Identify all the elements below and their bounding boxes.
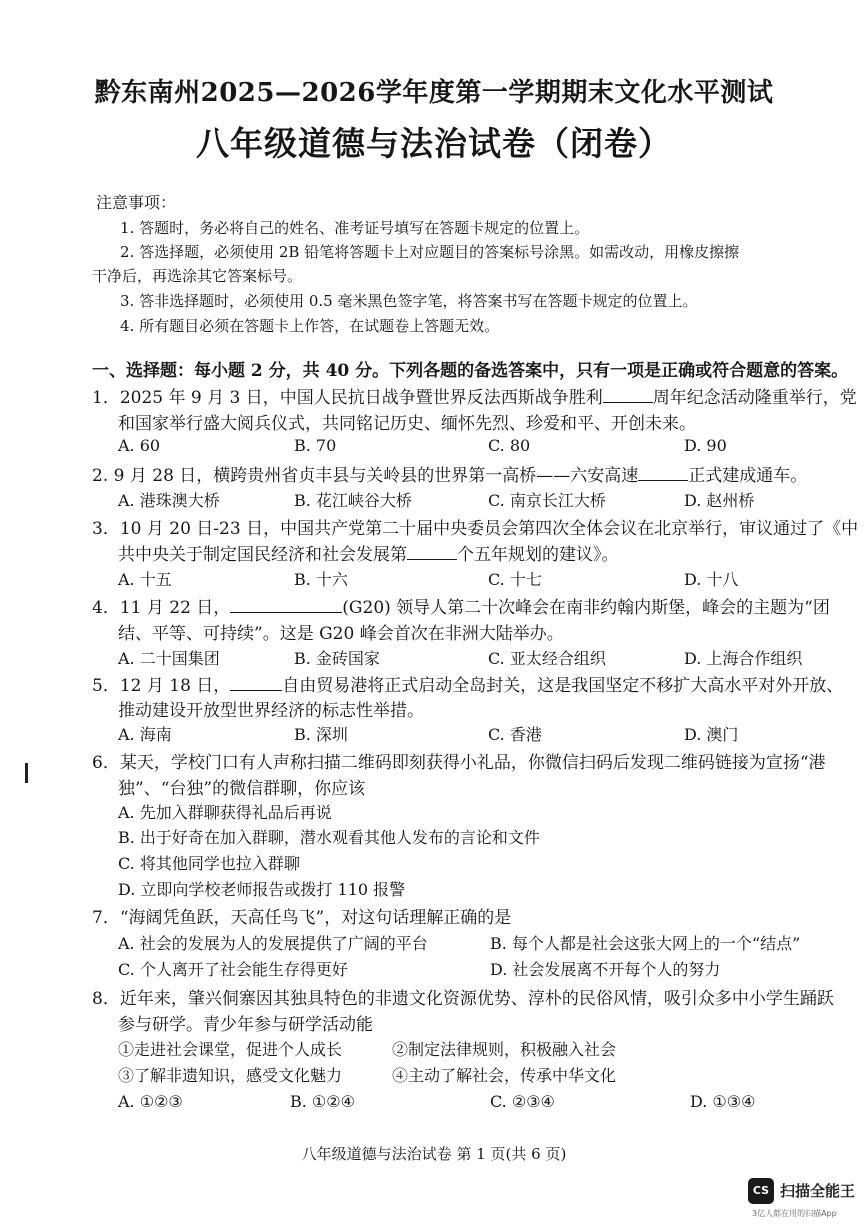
- watermark-tagline: 3亿人都在用的扫描App: [752, 1209, 837, 1218]
- question-5-option-c: C. 香港: [488, 725, 542, 744]
- answer-blank: [603, 388, 653, 403]
- section-heading: 一、选择题：每小题 2 分，共 40 分。下列各题的备选答案中，只有一项是正确或符合题意的答案。: [92, 361, 849, 381]
- question-4-stem-cont: 结、平等、可持续”。这是 G20 峰会首次在非洲大陆举办。: [118, 624, 564, 644]
- question-3-stem: 3．10 月 20 日-23 日，中国共产党第二十届中央委员会第四次全体会议在北京举行，审议通过了《中: [92, 519, 859, 539]
- answer-blank: [230, 598, 342, 613]
- question-4-option-a: A. 二十国集团: [118, 649, 220, 668]
- question-8-statement-4: ④主动了解社会，传承中华文化: [392, 1066, 617, 1085]
- question-3-option-b: B. 十六: [294, 570, 348, 589]
- question-8-option-a: A. ①②③: [118, 1092, 183, 1111]
- question-7-option-c: C. 个人离开了社会能生存得更好: [118, 960, 348, 979]
- question-7-option-d: D. 社会发展离不开每个人的努力: [490, 960, 721, 979]
- question-1-stem: 1．2025 年 9 月 3 日，中国人民抗日战争暨世界反法西斯战争胜利 周年纪念活动隆重举行，党: [92, 388, 857, 408]
- question-8-statement-1: ①走进社会课堂，促进个人成长: [118, 1040, 343, 1059]
- question-4-option-c: C. 亚太经合组织: [488, 649, 606, 668]
- question-8-statement-2: ②制定法律规则，积极融入社会: [392, 1040, 617, 1059]
- exam-title-line1: 黔东南州2025—2026学年度第一学期期末文化水平测试: [94, 78, 774, 108]
- question-8-option-c: C. ②③④: [490, 1092, 555, 1111]
- question-5-option-b: B. 深圳: [294, 725, 348, 744]
- notice-heading: 注意事项：: [96, 193, 177, 212]
- question-2-option-a: A. 港珠澳大桥: [118, 491, 220, 510]
- answer-blank: [230, 676, 282, 691]
- watermark-app-name: 扫描全能王: [780, 1182, 856, 1200]
- question-4-option-b: B. 金砖国家: [294, 649, 380, 668]
- scan-mark: [25, 763, 28, 783]
- question-4-stem: 4．11 月 22 日， (G20) 领导人第二十次峰会在南非约翰内斯堡，峰会的主题为“团: [92, 598, 830, 618]
- question-5-option-a: A. 海南: [118, 725, 172, 744]
- question-3-stem-cont: 共中央关于制定国民经济和社会发展第 个五年规划的建议》。: [118, 545, 619, 565]
- question-6-stem-cont: 独”、“台独”的微信群聊，你应该: [118, 779, 366, 799]
- notice-item-1: 1. 答题时，务必将自己的姓名、准考证号填写在答题卡规定的位置上。: [120, 219, 590, 237]
- question-3-option-a: A. 十五: [118, 570, 172, 589]
- question-5-option-d: D. 澳门: [684, 725, 739, 744]
- answer-blank: [407, 545, 457, 560]
- question-1-option-a: A. 60: [118, 436, 161, 455]
- exam-title-line2: 八年级道德与法治试卷（闭卷）: [196, 124, 672, 163]
- question-7-option-a: A. 社会的发展为人的发展提供了广阔的平台: [118, 934, 428, 953]
- question-1-option-b: B. 70: [294, 436, 337, 455]
- scanner-watermark: [748, 1178, 860, 1222]
- question-6-option-c: C. 将其他同学也拉入群聊: [118, 854, 300, 873]
- question-7-option-b: B. 每个人都是社会这张大网上的一个“结点”: [490, 934, 801, 953]
- question-3-option-d: D. 十八: [684, 570, 739, 589]
- question-2-option-b: B. 花江峡谷大桥: [294, 491, 412, 510]
- question-8-option-b: B. ①②④: [290, 1092, 355, 1111]
- question-2-option-c: C. 南京长江大桥: [488, 491, 606, 510]
- question-2-stem: 2. 9 月 28 日，横跨贵州省贞丰县与关岭县的世界第一高桥——六安高速 正式建成通车。: [92, 466, 808, 486]
- question-8-stem: 8．近年来，肇兴侗寨因其独具特色的非遗文化资源优势、淳朴的民俗风情，吸引众多中小学生踊跃: [92, 989, 834, 1009]
- page-footer: 八年级道德与法治试卷 第 1 页(共 6 页): [301, 1145, 567, 1163]
- answer-blank: [638, 466, 688, 481]
- notice-item-2-cont: 干净后，再选涂其它答案标号。: [92, 267, 303, 285]
- question-1-stem-cont: 和国家举行盛大阅兵仪式，共同铭记历史、缅怀先烈、珍爱和平、开创未来。: [118, 414, 696, 434]
- question-1-option-c: C. 80: [488, 436, 531, 455]
- notice-item-4: 4. 所有题目必须在答题卡上作答，在试题卷上答题无效。: [120, 317, 500, 335]
- camscanner-logo-icon: CS: [748, 1178, 774, 1204]
- question-3-option-c: C. 十七: [488, 570, 542, 589]
- notice-item-2: 2. 答选择题，必须使用 2B 铅笔将答题卡上对应题目的答案标号涂黑。如需改动，用橡皮擦擦: [120, 243, 740, 261]
- question-6-option-b: B. 出于好奇在加入群聊，潜水观看其他人发布的言论和文件: [118, 828, 540, 847]
- question-5-stem-cont: 推动建设开放型世界经济的标志性举措。: [118, 701, 424, 721]
- question-8-option-d: D. ①③④: [690, 1092, 756, 1111]
- question-8-statement-3: ③了解非遗知识，感受文化魅力: [118, 1066, 343, 1085]
- notice-item-3: 3. 答非选择题时，必须使用 0.5 毫米黑色签字笔，将答案书写在答题卡规定的位置上。: [120, 292, 698, 310]
- question-5-stem: 5．12 月 18 日， 自由贸易港将正式启动全岛封关，这是我国坚定不移扩大高水平对外开放、: [92, 676, 844, 696]
- question-7-stem: 7．“海阔凭鱼跃，天高任鸟飞”，对这句话理解正确的是: [92, 908, 512, 928]
- question-8-stem-cont: 参与研学。青少年参与研学活动能: [118, 1015, 373, 1035]
- question-1-option-d: D. 90: [684, 436, 727, 455]
- question-4-option-d: D. 上海合作组织: [684, 649, 803, 668]
- question-6-option-d: D. 立即向学校老师报告或拨打 110 报警: [118, 880, 406, 899]
- question-2-option-d: D. 赵州桥: [684, 491, 755, 510]
- question-6-option-a: A. 先加入群聊获得礼品后再说: [118, 803, 332, 822]
- question-6-stem: 6．某天，学校门口有人声称扫描二维码即刻获得小礼品，你微信扫码后发现二维码链接为宣扬“港: [92, 753, 826, 773]
